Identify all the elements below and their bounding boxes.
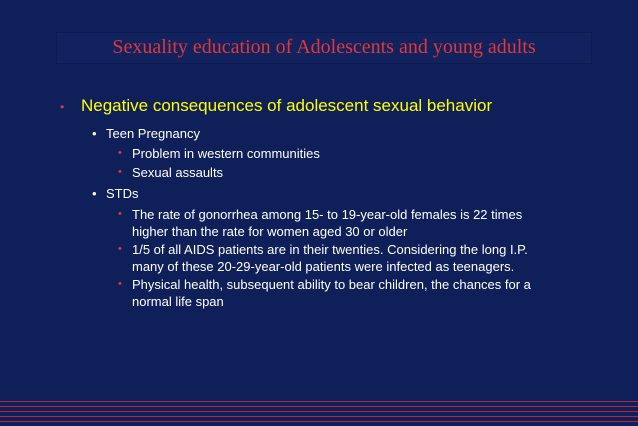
stripe-line: [0, 411, 638, 412]
sub-bullet-stds: STDs: [106, 186, 139, 201]
bullet-marker: •: [118, 243, 122, 255]
bullet-marker: •: [118, 166, 122, 178]
item-sexual-assaults: Sexual assaults: [132, 165, 224, 180]
bullet-marker: •: [60, 100, 65, 114]
bottom-stripes: [0, 398, 638, 426]
item-gonorrhea-rate: The rate of gonorrhea among 15- to 19-year-old females is 22 times higher than the rate for women aged 30 or older: [132, 207, 523, 239]
stripe-line: [0, 406, 638, 407]
sub-bullet-teen-pregnancy: Teen Pregnancy: [106, 126, 200, 141]
stripe-line: [0, 401, 638, 402]
stripe-line: [0, 416, 638, 417]
stripe-line: [0, 421, 638, 422]
slide-title: Sexuality education of Adolescents and young adults: [112, 36, 536, 58]
item-aids-patients: 1/5 of all AIDS patients are in their twenties. Considering the long I.P. many of these 20-29-year-old patients were infected as teenagers.: [132, 242, 528, 274]
bullet-marker: •: [118, 147, 122, 159]
bullet-marker: •: [92, 126, 97, 141]
item-western-communities: Problem in western communities: [132, 146, 320, 161]
item-physical-health: Physical health, subsequent ability to bear children, the chances for a normal life span: [132, 277, 531, 309]
bullet-marker: •: [92, 186, 97, 201]
bullet-marker: •: [118, 278, 122, 290]
bullet-marker: •: [118, 208, 122, 220]
main-bullet: Negative consequences of adolescent sexual behavior: [81, 96, 493, 115]
